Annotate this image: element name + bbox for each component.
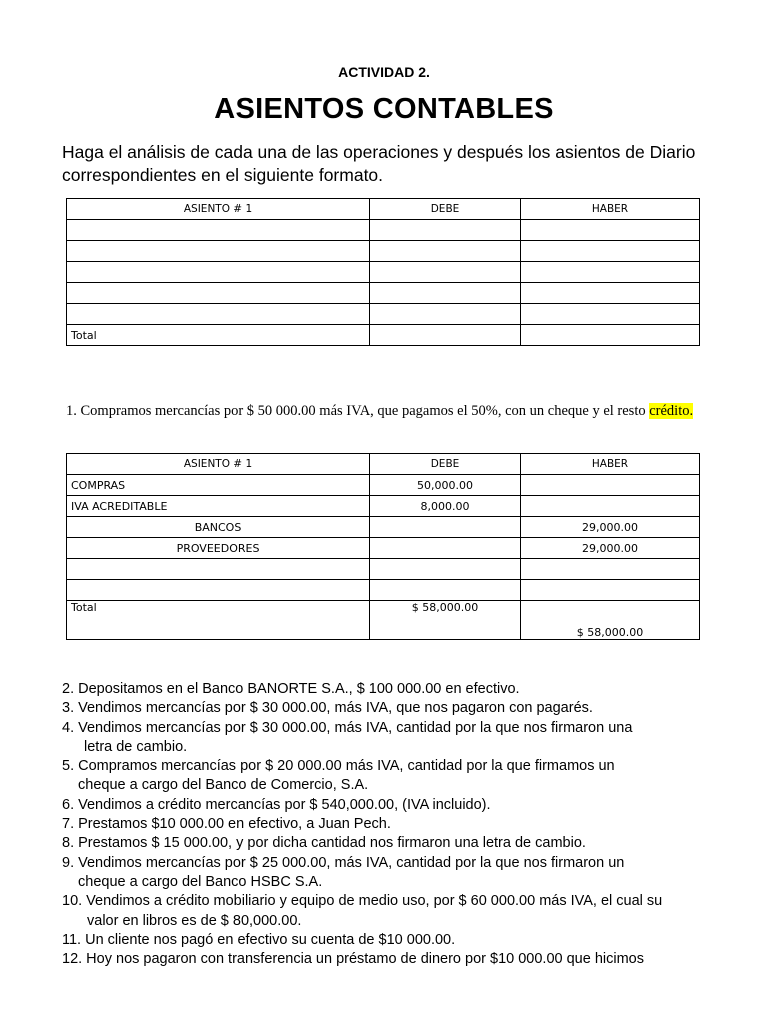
- header-asiento: ASIENTO # 1: [67, 199, 370, 220]
- operation-item-continuation: cheque a cargo del Banco de Comercio, S.A.: [78, 777, 369, 794]
- cell-debe: [370, 262, 521, 283]
- header-debe: DEBE: [370, 199, 521, 220]
- cell-account: [67, 220, 370, 241]
- highlighted-word: crédito.: [649, 403, 694, 419]
- cell-haber: [521, 241, 700, 262]
- cell-haber: [521, 283, 700, 304]
- operation-item: 4. Vendimos mercancías por $ 30 000.00, más IVA, cantidad por la que nos firmaron una: [62, 719, 633, 736]
- cell-account: IVA ACREDITABLE: [67, 496, 370, 517]
- header-haber: HABER: [521, 454, 700, 475]
- table-row: [67, 304, 700, 325]
- operation-item: 5. Compramos mercancías por $ 20 000.00 más IVA, cantidad por la que firmamos un: [62, 758, 615, 775]
- operation-item: 2. Depositamos en el Banco BANORTE S.A., $ 100 000.00 en efectivo.: [62, 681, 520, 697]
- cell-debe: [370, 241, 521, 262]
- page-title: ASIENTOS CONTABLES: [214, 93, 554, 125]
- cell-haber: [521, 304, 700, 325]
- cell-debe: [370, 283, 521, 304]
- operation-item: 3. Vendimos mercancías por $ 30 000.00, más IVA, que nos pagaron con pagarés.: [62, 700, 593, 717]
- table-row: [67, 475, 700, 496]
- table-total-row: [67, 601, 700, 640]
- total-haber: [521, 325, 700, 346]
- cell-debe: [370, 538, 521, 559]
- operation-item: 8. Prestamos $ 15 000.00, y por dicha cantidad nos firmaron una letra de cambio.: [62, 835, 586, 852]
- cell-debe: [370, 517, 521, 538]
- operation-item-continuation: letra de cambio.: [84, 738, 188, 755]
- table-header-row: [67, 199, 700, 220]
- total-label: Total: [67, 601, 370, 640]
- journal-entry-table: [66, 453, 700, 640]
- activity-label: ACTIVIDAD 2.: [338, 64, 430, 80]
- cell-debe: [370, 559, 521, 580]
- cell-account: [67, 580, 370, 601]
- cell-account: [67, 559, 370, 580]
- header-haber: HABER: [521, 199, 700, 220]
- table-row: [67, 262, 700, 283]
- operation-item: 6. Vendimos a crédito mercancías por $ 540,000.00, (IVA incluido).: [62, 796, 491, 813]
- cell-account: [67, 262, 370, 283]
- table-header-row: [67, 454, 700, 475]
- operation-item: 9. Vendimos mercancías por $ 25 000.00, más IVA, cantidad por la que nos firmaron un: [62, 854, 625, 871]
- table-row: [67, 580, 700, 601]
- cell-account: COMPRAS: [67, 475, 370, 496]
- cell-haber: [521, 580, 700, 601]
- header-asiento: ASIENTO # 1: [67, 454, 370, 475]
- operations-list: [62, 680, 752, 969]
- question-1: [66, 403, 756, 420]
- table-row: [67, 220, 700, 241]
- table-row: [67, 559, 700, 580]
- operation-item: 11. Un cliente nos pagó en efectivo su cuenta de $10 000.00.: [62, 931, 456, 948]
- cell-haber: 29,000.00: [521, 517, 700, 538]
- cell-haber: 29,000.00: [521, 538, 700, 559]
- cell-haber: [521, 559, 700, 580]
- cell-debe: [370, 220, 521, 241]
- total-debe: $ 58,000.00: [370, 601, 521, 640]
- cell-haber: [521, 496, 700, 517]
- operation-item-continuation: valor en libros es de $ 80,000.00.: [87, 912, 302, 929]
- cell-haber: [521, 475, 700, 496]
- table-row: [67, 241, 700, 262]
- operation-item-continuation: cheque a cargo del Banco HSBC S.A.: [78, 873, 323, 890]
- cell-debe: [370, 580, 521, 601]
- cell-haber: [521, 220, 700, 241]
- journal-template-table: [66, 198, 700, 346]
- total-label: Total: [67, 325, 370, 346]
- cell-account: PROVEEDORES: [67, 538, 370, 559]
- header-debe: DEBE: [370, 454, 521, 475]
- cell-account: [67, 241, 370, 262]
- question-1-text: 1. Compramos mercancías por $ 50 000.00 más IVA, que pagamos el 50%, con un cheque y el resto: [66, 403, 650, 419]
- cell-account: [67, 283, 370, 304]
- cell-account: [67, 304, 370, 325]
- table-row: [67, 538, 700, 559]
- cell-debe: 50,000.00: [370, 475, 521, 496]
- table-row: [67, 517, 700, 538]
- total-haber: $ 58,000.00: [521, 601, 700, 640]
- total-debe: [370, 325, 521, 346]
- table-total-row: [67, 325, 700, 346]
- cell-account: BANCOS: [67, 517, 370, 538]
- instructions-text: Haga el análisis de cada una de las operaciones y después los asientos de Diario correspondientes en el siguiente formato.: [62, 142, 696, 185]
- cell-debe: 8,000.00: [370, 496, 521, 517]
- operation-item: 10. Vendimos a crédito mobiliario y equipo de medio uso, por $ 60 000.00 más IVA, el cual su: [62, 893, 663, 910]
- cell-debe: [370, 304, 521, 325]
- operation-item: 7. Prestamos $10 000.00 en efectivo, a Juan Pech.: [62, 816, 391, 833]
- operation-item: 12. Hoy nos pagaron con transferencia un préstamo de dinero por $10 000.00 que hicimos: [62, 951, 644, 968]
- cell-haber: [521, 262, 700, 283]
- table-row: [67, 283, 700, 304]
- table-row: [67, 496, 700, 517]
